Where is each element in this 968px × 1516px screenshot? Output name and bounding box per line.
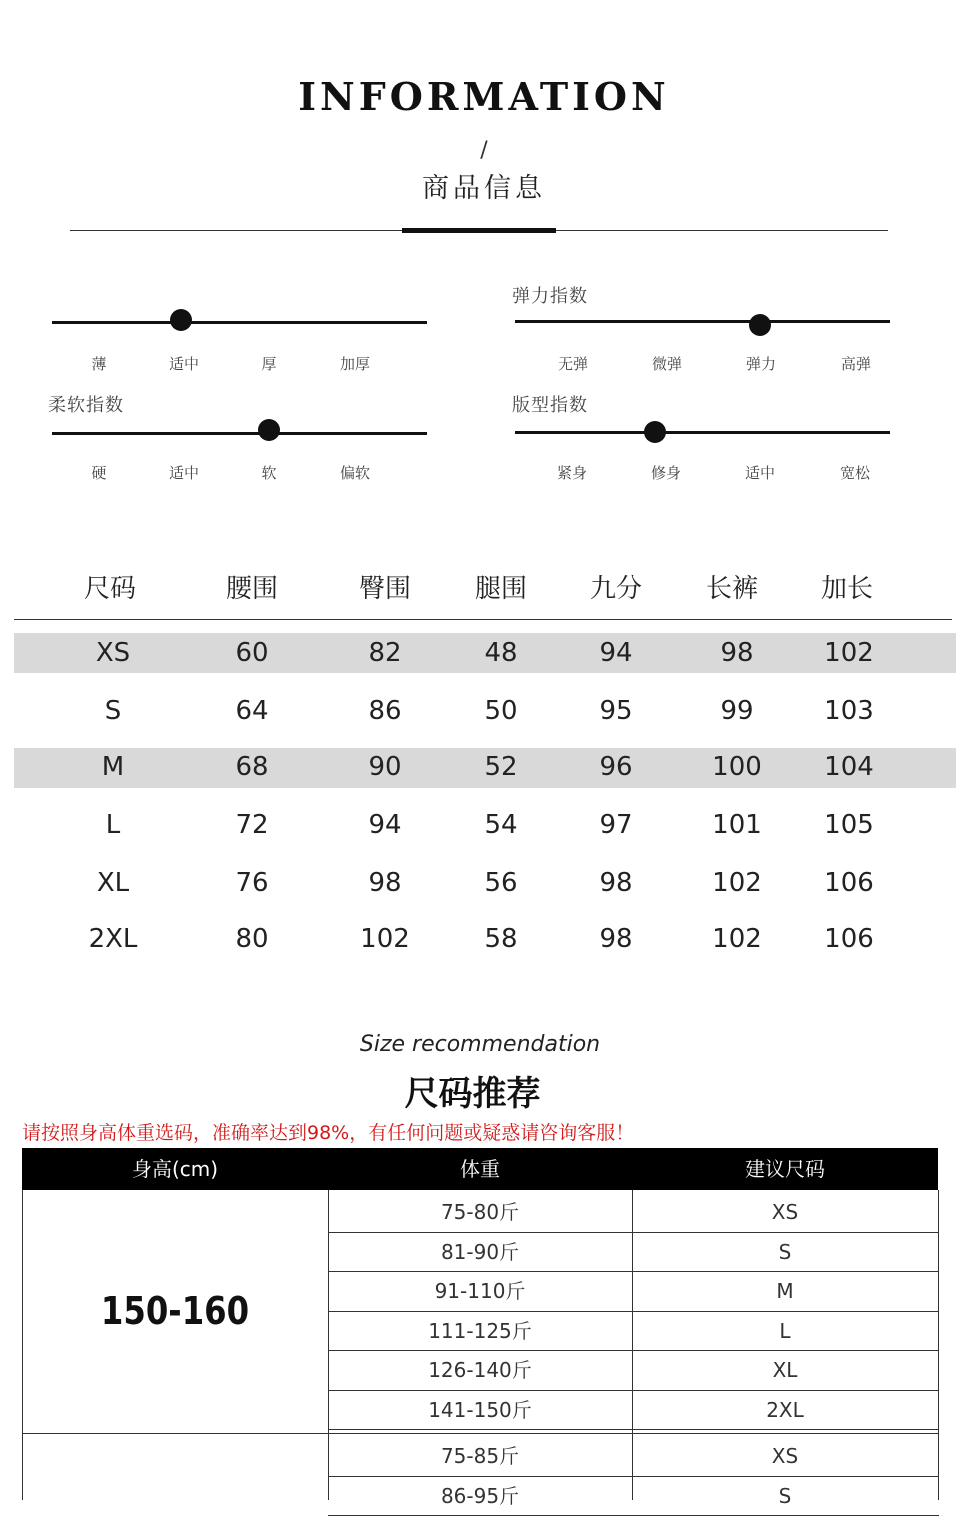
size-table-header: 九分 — [589, 574, 642, 604]
measurement-cell: 101 — [712, 810, 762, 840]
measurement-cell: 54 — [484, 810, 518, 840]
table-border — [938, 1190, 939, 1500]
weight-cell: 141-150斤 — [428, 1398, 532, 1422]
elasticity-index-label: 弹力指数 — [512, 286, 588, 307]
height-range-cell: 150-160 — [100, 1289, 250, 1333]
measurement-cell: 98 — [720, 638, 754, 668]
size-table-header: 腰围 — [225, 574, 278, 604]
page-subtitle: 商品信息 — [422, 173, 546, 204]
recommendation-note: 请按照身高体重选码，准确率达到98%，有任何问题或疑惑请咨询客服！ — [22, 1122, 635, 1144]
measurement-cell: 102 — [712, 868, 762, 898]
suggested-size-cell: S — [778, 1484, 792, 1508]
size-label-cell: XS — [95, 638, 131, 668]
fit-tick: 宽松 — [839, 464, 870, 482]
size-table-header: 尺码 — [83, 574, 136, 604]
fit-index-marker — [644, 421, 666, 443]
measurement-cell: 106 — [824, 924, 874, 954]
measurement-cell: 52 — [484, 752, 518, 782]
measurement-cell: 103 — [824, 696, 874, 726]
suggested-size-cell: XS — [771, 1444, 799, 1468]
measurement-cell: 99 — [720, 696, 754, 726]
thickness-index-marker — [170, 309, 192, 331]
measurement-cell: 58 — [484, 924, 518, 954]
measurement-cell: 72 — [235, 810, 269, 840]
weight-cell: 111-125斤 — [428, 1319, 532, 1343]
measurement-cell: 95 — [599, 696, 633, 726]
measurement-cell: 106 — [824, 868, 874, 898]
measurement-cell: 100 — [712, 752, 762, 782]
measurement-cell: 56 — [484, 868, 518, 898]
recommendation-title: 尺码推荐 — [404, 1074, 541, 1114]
size-table-header: 长裤 — [705, 574, 758, 604]
measurement-cell: 48 — [484, 638, 518, 668]
measurement-cell: 94 — [368, 810, 402, 840]
size-table-divider — [14, 619, 952, 620]
title-separator: / — [480, 138, 488, 163]
measurement-cell: 60 — [235, 638, 269, 668]
softness-tick: 软 — [261, 464, 277, 482]
measurement-cell: 97 — [599, 810, 633, 840]
header-height: 身高(cm) — [131, 1157, 219, 1181]
size-label-cell: XL — [96, 868, 130, 898]
elasticity-index-track — [515, 320, 890, 323]
measurement-cell: 86 — [368, 696, 402, 726]
size-label-cell: S — [104, 696, 122, 726]
header-accent-bar — [402, 228, 556, 233]
elasticity-tick: 弹力 — [745, 355, 776, 373]
suggested-size-cell: S — [778, 1240, 792, 1264]
measurement-cell: 82 — [368, 638, 402, 668]
group-divider — [22, 1433, 939, 1434]
weight-cell: 91-110斤 — [434, 1279, 526, 1303]
softness-index-marker — [258, 419, 280, 441]
weight-cell: 75-85斤 — [440, 1444, 520, 1468]
suggested-size-cell: L — [779, 1319, 791, 1343]
thickness-index-track — [52, 321, 427, 324]
measurement-cell: 104 — [824, 752, 874, 782]
elasticity-tick: 高弹 — [840, 355, 871, 373]
measurement-cell: 102 — [712, 924, 762, 954]
thickness-tick: 适中 — [168, 355, 199, 373]
weight-cell: 81-90斤 — [440, 1240, 520, 1264]
page-title: INFORMATION — [298, 74, 670, 119]
fit-tick: 适中 — [744, 464, 775, 482]
fit-index-track — [515, 431, 890, 434]
thickness-tick: 厚 — [261, 355, 277, 373]
measurement-cell: 94 — [599, 638, 633, 668]
measurement-cell: 96 — [599, 752, 633, 782]
table-border — [22, 1190, 23, 1500]
measurement-cell: 102 — [360, 924, 410, 954]
softness-tick: 适中 — [168, 464, 199, 482]
elasticity-tick: 无弹 — [557, 355, 588, 373]
suggested-size-cell: 2XL — [766, 1398, 804, 1422]
measurement-cell: 64 — [235, 696, 269, 726]
measurement-cell: 105 — [824, 810, 874, 840]
thickness-tick: 薄 — [91, 355, 107, 373]
measurement-cell: 76 — [235, 868, 269, 898]
suggested-size-cell: XS — [771, 1200, 799, 1224]
weight-cell: 126-140斤 — [428, 1358, 532, 1382]
measurement-cell: 98 — [599, 868, 633, 898]
size-table-header: 加长 — [820, 574, 873, 604]
measurement-cell: 98 — [599, 924, 633, 954]
size-table-header: 腿围 — [474, 574, 527, 604]
size-label-cell: 2XL — [88, 924, 138, 954]
softness-tick: 偏软 — [339, 464, 370, 482]
thickness-tick: 加厚 — [339, 355, 370, 373]
softness-tick: 硬 — [91, 464, 107, 482]
header-size: 建议尺码 — [745, 1157, 825, 1181]
row-divider — [328, 1429, 939, 1430]
fit-index-label: 版型指数 — [512, 395, 588, 416]
size-label-cell: M — [101, 752, 125, 782]
header-weight: 体重 — [460, 1157, 500, 1181]
measurement-cell: 90 — [368, 752, 402, 782]
weight-cell: 86-95斤 — [440, 1484, 520, 1508]
suggested-size-cell: XL — [772, 1358, 798, 1382]
measurement-cell: 98 — [368, 868, 402, 898]
measurement-cell: 68 — [235, 752, 269, 782]
measurement-cell: 102 — [824, 638, 874, 668]
fit-tick: 修身 — [650, 464, 681, 482]
softness-index-track — [52, 432, 427, 435]
recommendation-title-en: Size recommendation — [359, 1032, 601, 1057]
measurement-cell: 50 — [484, 696, 518, 726]
elasticity-tick: 微弹 — [651, 355, 682, 373]
elasticity-index-marker — [749, 314, 771, 336]
size-label-cell: L — [105, 810, 121, 840]
softness-index-label: 柔软指数 — [48, 395, 124, 416]
suggested-size-cell: M — [776, 1279, 794, 1303]
weight-cell: 75-80斤 — [440, 1200, 520, 1224]
size-table-header: 臀围 — [358, 574, 411, 604]
fit-tick: 紧身 — [556, 464, 587, 482]
measurement-cell: 80 — [235, 924, 269, 954]
